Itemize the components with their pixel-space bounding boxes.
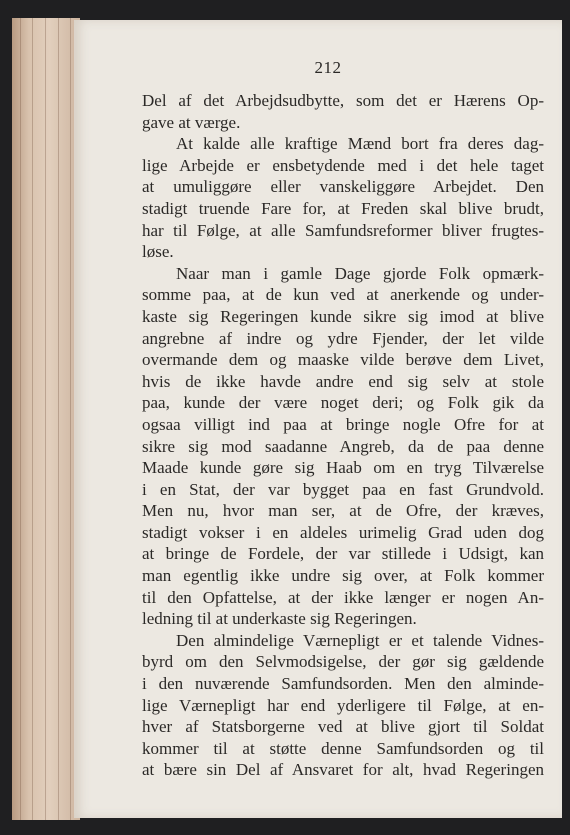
text-line: løse.: [142, 242, 174, 262]
page-edge-line: [70, 18, 71, 820]
text-line: Del af det Arbejdsudbytte, som det er Hærens Op-: [142, 91, 544, 110]
page-edge-line: [58, 18, 59, 820]
text-line: overmande dem og maaske vilde berøve dem Livet,: [142, 350, 544, 370]
text-line: har til Følge, at alle Samfundsreformer bliver frugtes-: [142, 220, 544, 240]
text-line: man egentlig ikke undre sig over, at Folk kommer: [142, 566, 544, 586]
text-line: stadigt vokser i en aldeles urimelig Grad uden dog: [142, 522, 544, 542]
body-text: [142, 90, 544, 781]
text-line: lige Værnepligt har end yderligere til Følge, at en-: [142, 695, 544, 715]
text-line: paa, kunde der være noget deri; og Folk gik da: [142, 393, 544, 413]
book-page-edges: [12, 18, 80, 820]
page-number: 212: [314, 58, 342, 77]
text-line: angrebne af indre og ydre Fjender, der let vilde: [142, 328, 544, 348]
text-line: i en Stat, der var bygget paa en fast Grundvold.: [142, 479, 544, 499]
text-line: somme paa, at de kun ved at anerkende og under-: [142, 285, 544, 305]
text-line: i den nuværende Samfundsorden. Men den alminde-: [142, 674, 544, 694]
text-line: kaste sig Regeringen kunde sikre sig imod at blive: [142, 306, 544, 326]
text-line: lige Arbejde er ensbetydende med i det hele taget: [142, 155, 544, 175]
text-line: Maade kunde gøre sig Haab om en tryg Tilværelse: [142, 458, 544, 478]
text-line: at umuliggøre eller vanskeliggøre Arbejdet. Den: [142, 177, 544, 197]
text-line: stadigt truende Fare for, at Freden skal blive brudt,: [142, 198, 544, 218]
text-line: Men nu, hvor man ser, at de Ofre, der kræves,: [142, 501, 544, 521]
text-line: hvis de ikke havde andre end sig selv at stole: [142, 371, 544, 391]
text-line: hver af Statsborgerne ved at blive gjort til Soldat: [142, 717, 544, 737]
text-line: ledning til at underkaste sig Regeringen.: [142, 609, 417, 629]
text-line: Den almindelige Værnepligt er et talende Vidnes-: [176, 630, 544, 650]
page-edge-line: [32, 18, 33, 820]
text-line: at bære sin Del af Ansvaret for alt, hvad Regeringen: [142, 760, 544, 780]
page-edge-line: [20, 18, 21, 820]
page-edge-line: [45, 18, 46, 820]
text-line: kommer til at støtte denne Samfundsorden og til: [142, 738, 544, 758]
text-line: At kalde alle kraftige Mænd bort fra deres dag-: [176, 134, 544, 154]
text-line: ogsaa villigt ind paa at bringe nogle Ofre for at: [142, 414, 544, 434]
text-line: byrd om den Selvmodsigelse, der gør sig gældende: [142, 652, 544, 672]
text-line: gave at værge.: [142, 112, 241, 132]
text-line: at bringe de Fordele, der var stillede i Udsigt, kan: [142, 544, 544, 564]
text-line: sikre sig mod saadanne Angreb, da de paa denne: [142, 436, 544, 456]
text-line: Naar man i gamle Dage gjorde Folk opmærk-: [176, 263, 544, 283]
book-page: [74, 20, 562, 818]
text-line: til den Opfattelse, at der ikke længer er nogen An-: [142, 587, 544, 607]
